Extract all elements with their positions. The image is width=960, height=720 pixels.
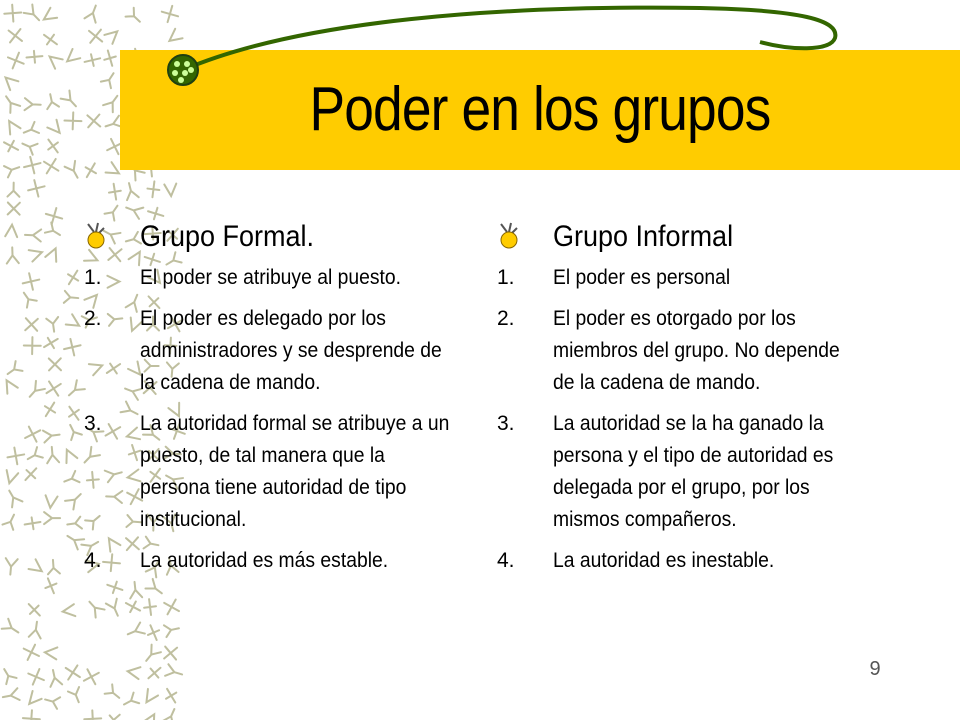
pattern-stroke: [162, 686, 181, 706]
pattern-stroke: [21, 464, 41, 484]
pattern-stroke: [61, 447, 77, 463]
item-text: El poder es delegado por los administradores y se desprende de la cadena de mando.: [140, 307, 442, 394]
pattern-stroke: [66, 665, 80, 679]
star-bullet-icon: [84, 222, 108, 250]
item-number: 4.: [84, 549, 102, 572]
pattern-stroke: [143, 598, 157, 615]
pattern-stroke: [45, 246, 61, 262]
list-item: [84, 408, 474, 536]
pattern-stroke: [43, 429, 60, 443]
pattern-stroke: [23, 710, 40, 720]
pattern-stroke: [44, 646, 57, 659]
item-text: La autoridad es inestable.: [553, 549, 775, 572]
pattern-stroke: [164, 600, 179, 615]
pattern-stroke: [44, 495, 57, 508]
pattern-stroke: [25, 229, 41, 242]
pattern-stroke: [46, 446, 59, 463]
pattern-stroke: [84, 669, 99, 684]
pattern-stroke: [47, 381, 61, 395]
pattern-stroke: [66, 314, 83, 331]
pattern-stroke: [164, 647, 177, 660]
list-item: [84, 303, 474, 399]
item-list: [497, 262, 887, 577]
pattern-stroke: [164, 622, 180, 637]
item-number: 2.: [497, 307, 515, 330]
item-text: La autoridad es más estable.: [140, 549, 389, 572]
pattern-stroke: [2, 512, 19, 530]
pattern-stroke: [105, 684, 123, 702]
pattern-stroke: [44, 512, 60, 524]
pattern-stroke: [145, 623, 162, 642]
pattern-stroke: [24, 337, 41, 354]
list-item: [84, 262, 474, 294]
item-text: La autoridad formal se atribuye a un puesto, de tal manera que la persona tiene autoridad de tipo institucional.: [140, 412, 450, 531]
list-item: [497, 262, 887, 294]
pattern-stroke: [24, 600, 44, 620]
pattern-stroke: [165, 664, 184, 680]
pattern-stroke: [2, 619, 22, 638]
pattern-stroke: [47, 669, 62, 687]
pattern-stroke: [143, 711, 159, 720]
pattern-stroke: [7, 448, 24, 465]
pattern-stroke: [123, 598, 143, 616]
pattern-stroke: [65, 380, 85, 400]
pattern-stroke: [24, 645, 39, 660]
star-bullet-icon: [497, 222, 521, 250]
pattern-stroke: [66, 517, 82, 531]
item-number: 4.: [497, 549, 515, 572]
list-item: [497, 545, 887, 577]
page-number: 9: [869, 658, 881, 680]
pattern-stroke: [64, 339, 81, 356]
pattern-stroke: [5, 224, 18, 237]
pattern-stroke: [41, 399, 60, 419]
pattern-stroke: [4, 361, 22, 379]
item-list: [84, 262, 474, 577]
pattern-stroke: [68, 687, 84, 704]
pattern-stroke: [29, 246, 44, 261]
pattern-stroke: [64, 531, 84, 550]
pattern-stroke: [62, 471, 79, 487]
pattern-stroke: [82, 160, 100, 180]
list-item: [497, 408, 887, 536]
pattern-stroke: [164, 184, 177, 197]
pattern-stroke: [46, 208, 62, 224]
item-text: El poder se atribuye al puesto.: [140, 266, 401, 289]
pattern-stroke: [25, 447, 43, 464]
column-header: [497, 218, 887, 262]
pattern-stroke: [142, 645, 161, 665]
column-informal: [497, 218, 887, 586]
pattern-stroke: [23, 273, 40, 290]
list-item: [497, 303, 887, 399]
pattern-stroke: [46, 317, 60, 333]
pattern-stroke: [64, 267, 83, 287]
item-number: 3.: [497, 412, 515, 435]
pattern-stroke: [104, 710, 124, 720]
item-number: 2.: [84, 307, 102, 330]
pattern-stroke: [25, 381, 45, 401]
pattern-stroke: [24, 516, 42, 530]
item-number: 1.: [84, 266, 102, 289]
pattern-stroke: [84, 710, 101, 720]
pattern-stroke: [0, 666, 17, 684]
pattern-stroke: [47, 559, 60, 574]
pattern-stroke: [125, 623, 144, 640]
pattern-stroke: [42, 576, 59, 595]
pattern-stroke: [44, 159, 58, 173]
pattern-stroke: [146, 181, 160, 198]
pattern-stroke: [6, 247, 19, 263]
page-title: Poder en los grupos: [309, 75, 771, 144]
pattern-stroke: [121, 693, 139, 710]
pattern-stroke: [64, 403, 83, 423]
item-number: 1.: [497, 266, 515, 289]
pattern-stroke: [1, 377, 17, 393]
pattern-stroke: [65, 490, 85, 510]
pattern-stroke: [127, 665, 141, 679]
pattern-stroke: [85, 598, 105, 618]
pattern-stroke: [64, 291, 79, 304]
column-heading: Grupo Informal: [553, 220, 734, 253]
pattern-stroke: [4, 558, 17, 575]
pattern-stroke: [7, 183, 19, 197]
column-formal: [84, 218, 474, 586]
pattern-stroke: [162, 707, 179, 720]
pattern-stroke: [25, 318, 38, 331]
pattern-stroke: [4, 162, 21, 178]
pattern-stroke: [4, 488, 22, 508]
pattern-stroke: [62, 604, 75, 617]
pattern-stroke: [44, 694, 61, 709]
pattern-stroke: [19, 289, 37, 307]
item-number: 3.: [84, 412, 102, 435]
pattern-stroke: [123, 182, 139, 200]
column-heading: Grupo Formal.: [140, 220, 315, 253]
item-text: La autoridad se la ha ganado la persona y el tipo de autoridad es delegada por el grupo, por los mismos compañeros.: [553, 412, 834, 531]
pattern-stroke: [28, 180, 44, 196]
pattern-stroke: [41, 334, 61, 353]
pattern-stroke: [8, 202, 20, 214]
pattern-stroke: [25, 427, 40, 442]
pattern-stroke: [65, 422, 82, 440]
pattern-stroke: [4, 470, 19, 485]
item-text: El poder es personal: [553, 266, 731, 289]
pattern-stroke: [29, 559, 46, 576]
item-text: El poder es otorgado por los miembros del grupo. No depende de la cadena de mando.: [553, 307, 840, 394]
pattern-stroke: [28, 669, 44, 685]
pattern-stroke: [29, 621, 43, 639]
pattern-stroke: [25, 691, 42, 708]
pattern-stroke: [144, 663, 164, 683]
list-item: [84, 545, 474, 577]
pattern-stroke: [2, 688, 20, 703]
pattern-stroke: [124, 202, 143, 219]
pattern-stroke: [106, 599, 123, 618]
pattern-stroke: [45, 223, 63, 241]
pattern-stroke: [141, 689, 158, 706]
pattern-stroke: [49, 358, 61, 370]
column-header: [84, 218, 474, 262]
pattern-stroke: [108, 183, 122, 201]
pattern-stroke: [65, 161, 83, 181]
